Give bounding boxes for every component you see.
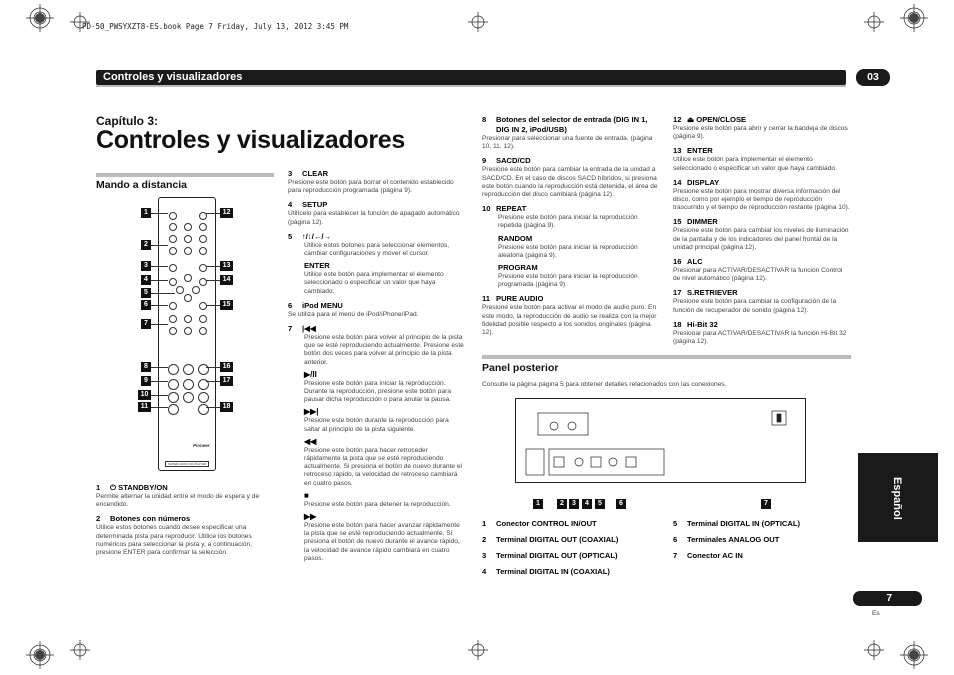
callout-number: 8 bbox=[141, 362, 151, 372]
callout-leader bbox=[206, 305, 220, 306]
remote-button bbox=[169, 212, 177, 220]
item-heading: ▶▶ bbox=[304, 512, 317, 522]
remote-button bbox=[198, 404, 209, 415]
remote-button bbox=[183, 392, 194, 403]
color-swatch-icon bbox=[909, 13, 919, 23]
callout-number: 4 bbox=[141, 275, 151, 285]
callout-leader bbox=[206, 280, 220, 281]
remote-button bbox=[199, 315, 207, 323]
registration-mark-icon bbox=[26, 4, 54, 32]
remote-button bbox=[199, 302, 207, 310]
callout-leader bbox=[206, 266, 220, 267]
remote-button bbox=[184, 315, 192, 323]
item-description: Presionar para seleccionar una fuente de entrada. (página 10, 11, 12). bbox=[482, 135, 653, 151]
registration-mark-icon bbox=[900, 4, 928, 32]
rear-connector-list-right bbox=[673, 516, 853, 564]
registration-mark-icon bbox=[26, 641, 54, 669]
item-heading: 13 ENTER bbox=[673, 146, 713, 156]
item-description: Utilice este botón para implementar el elemento seleccionado o especificar un valor que haya cambiado. bbox=[673, 156, 837, 172]
remote-button bbox=[183, 364, 194, 375]
callout-leader bbox=[151, 367, 168, 368]
callout-number: 13 bbox=[220, 261, 233, 271]
callout-number: 7 bbox=[141, 319, 151, 329]
connector-item: 7 Conector AC IN bbox=[673, 551, 743, 560]
remote-heading: Mando a distancia bbox=[96, 179, 188, 191]
callout-number: 7 bbox=[761, 499, 771, 509]
connector-item: 1 Conector CONTROL IN/OUT bbox=[482, 519, 597, 528]
callout-leader bbox=[151, 266, 168, 267]
item-description: Presione este botón para abrir y cerrar la bandeja de discos (página 9). bbox=[673, 125, 848, 141]
remote-button bbox=[169, 315, 177, 323]
item-heading: 14 DISPLAY bbox=[673, 177, 720, 187]
callout-leader bbox=[151, 245, 168, 246]
item-heading: ENTER bbox=[304, 261, 330, 271]
callout-leader bbox=[151, 213, 168, 214]
item-description: Se utiliza para el menú de iPod/iPhone/iPad. bbox=[288, 310, 419, 318]
item-heading: 15 DIMMER bbox=[673, 217, 718, 227]
item-heading: ▶▶| bbox=[304, 407, 319, 417]
remote-button bbox=[184, 294, 192, 302]
callout-number: 15 bbox=[220, 300, 233, 310]
callout-number: 14 bbox=[220, 275, 233, 285]
column-4 bbox=[673, 115, 851, 346]
callout-number: 2 bbox=[557, 499, 567, 509]
callout-number: 17 bbox=[220, 376, 233, 386]
callout-number: 5 bbox=[141, 288, 151, 298]
item-heading: 16 ALC bbox=[673, 257, 703, 267]
item-heading: 3 CLEAR bbox=[288, 169, 329, 178]
remote-button bbox=[199, 235, 207, 243]
item-description: Presione este botón durante la reproducción para saltar al principio de la pista siguiente. bbox=[304, 417, 449, 433]
item-description: Presione este botón para iniciar la reproducción. Durante la reproducción, presione este botón para pausar dicha reproducción o para anular la pausa. bbox=[304, 379, 451, 404]
remote-button bbox=[176, 286, 184, 294]
callout-leader bbox=[151, 293, 175, 294]
column-3 bbox=[482, 115, 660, 337]
registration-mark-icon bbox=[468, 12, 488, 32]
callout-leader bbox=[206, 367, 220, 368]
remote-button bbox=[169, 278, 177, 286]
item-description: Permite alternar la unidad entre el modo de espera y de encendido. bbox=[96, 493, 260, 509]
callout-number: 4 bbox=[582, 499, 592, 509]
callout-leader bbox=[151, 395, 168, 396]
callout-number: 1 bbox=[141, 208, 151, 218]
remote-button bbox=[198, 392, 209, 403]
item-heading: RANDOM bbox=[498, 233, 533, 243]
callout-number: 2 bbox=[141, 240, 151, 250]
remote-button bbox=[199, 327, 207, 335]
color-swatch-icon bbox=[35, 650, 45, 660]
registration-mark-icon bbox=[900, 641, 928, 669]
section-divider bbox=[96, 173, 274, 177]
remote-button bbox=[183, 379, 194, 390]
callout-leader bbox=[206, 381, 220, 382]
remote-button bbox=[169, 223, 177, 231]
callout-number: 18 bbox=[220, 402, 233, 412]
item-description: Presione este botón para hacer avanzar rápidamente la pista que se esté reproduciendo actualmente. Si presiona el botón de nuevo durante el avance rápido, la velocidad de avance rápido cambiará en cuatro pasos. bbox=[304, 522, 460, 562]
item-description: Utilice estos botones para seleccionar elementos, cambiar configuraciones y mover el cursor. bbox=[304, 241, 450, 258]
callout-leader bbox=[151, 280, 168, 281]
book-header: PD-50_PWSYXZT8-ES.book Page 7 Friday, July 13, 2012 3:45 PM bbox=[82, 22, 349, 31]
page-title: Controles y visualizadores bbox=[96, 126, 405, 154]
remote-button bbox=[168, 404, 179, 415]
rear-intro: Consulte la página página 5 para obtener detalles relacionados con las conexiones. bbox=[482, 381, 727, 388]
item-description: Presione este botón para iniciar la reproducción repetida (página 9). bbox=[498, 214, 638, 230]
connector-item: 4 Terminal DIGITAL IN (COAXIAL) bbox=[482, 567, 610, 576]
item-description: Presione este botón para iniciar la reproducción programada (página 9). bbox=[498, 273, 638, 289]
callout-number: 9 bbox=[141, 376, 151, 386]
callout-number: 6 bbox=[616, 499, 626, 509]
remote-button bbox=[169, 247, 177, 255]
connector-item: 3 Terminal DIGITAL OUT (OPTICAL) bbox=[482, 551, 618, 560]
chapter-subtitle: Capítulo 3: bbox=[96, 114, 158, 128]
callout-number: 3 bbox=[569, 499, 579, 509]
item-description: Presione este botón para activar el modo de audio puro. En este modo, la reproducción de audio se realiza con la mejor fidelidad posible respecto a los sonidos originales (página 12). bbox=[482, 304, 657, 337]
item-heading: 6 iPod MENU bbox=[288, 300, 343, 310]
connector-item: 6 Terminales ANALOG OUT bbox=[673, 535, 780, 544]
rear-connector-list-left bbox=[482, 516, 672, 580]
remote-button bbox=[184, 247, 192, 255]
callout-number: 16 bbox=[220, 362, 233, 372]
callout-number: 3 bbox=[141, 261, 151, 271]
color-swatch-icon bbox=[35, 13, 45, 23]
remote-button bbox=[168, 364, 179, 375]
callout-number: 10 bbox=[138, 390, 151, 400]
registration-mark-icon bbox=[864, 12, 884, 32]
item-heading: 4 SETUP bbox=[288, 200, 328, 210]
connector-item: 2 Terminal DIGITAL OUT (COAXIAL) bbox=[482, 535, 619, 544]
remote-button bbox=[169, 302, 177, 310]
rear-panel-illustration bbox=[515, 398, 806, 483]
section-divider bbox=[482, 355, 851, 359]
item-heading: PROGRAM bbox=[498, 263, 538, 273]
item-description: Utilice este botón para implementar el elemento seleccionado o especificar un valor que haya cambiado. bbox=[304, 271, 444, 295]
section-label: Controles y visualizadores bbox=[103, 71, 243, 83]
chapter-number: 03 bbox=[856, 69, 890, 86]
column-2 bbox=[288, 169, 466, 563]
item-description: Presione este botón para borrar el contenido establecido para reproducción programada (página 9). bbox=[288, 179, 454, 195]
item-heading: 12 ⏏ OPEN/CLOSE bbox=[673, 115, 747, 124]
item-heading: ◀◀ bbox=[304, 436, 317, 446]
item-heading: 10 REPEAT bbox=[482, 204, 527, 214]
item-heading: ■ bbox=[304, 490, 309, 500]
connector-item: 5 Terminal DIGITAL IN (OPTICAL) bbox=[673, 519, 801, 528]
language-side-label: Español bbox=[891, 476, 903, 520]
registration-mark-icon bbox=[468, 640, 488, 660]
rear-heading: Panel posterior bbox=[482, 362, 559, 374]
item-description: Utilícelo para establecer la función de apagado automático (página 12). bbox=[288, 210, 460, 226]
item-description: Presione este botón para detener la reproducción. bbox=[304, 500, 451, 508]
callout-number: 6 bbox=[141, 300, 151, 310]
item-description: Presionar para ACTIVAR/DESACTIVAR la función Control de nivel automático (página 12). bbox=[673, 267, 843, 283]
color-swatch-icon bbox=[909, 650, 919, 660]
remote-button bbox=[168, 379, 179, 390]
remote-button bbox=[169, 264, 177, 272]
callout-number: 1 bbox=[533, 499, 543, 509]
item-heading: 18 Hi-Bit 32 bbox=[673, 319, 718, 329]
item-description: Presione este botón para iniciar la reproducción aleatoria (página 9). bbox=[498, 243, 638, 259]
callout-number: 12 bbox=[220, 208, 233, 218]
item-heading: 9 SACD/CD bbox=[482, 156, 531, 166]
item-heading: 7 |◀◀ bbox=[288, 324, 316, 334]
remote-button bbox=[184, 235, 192, 243]
callout-number: 5 bbox=[595, 499, 605, 509]
item-description: Presione este botón para cambiar los niveles de iluminación de la pantalla y de los indicadores del panel frontal de la unidad principal (página 12). bbox=[673, 227, 849, 251]
remote-button bbox=[184, 274, 192, 282]
item-heading: ▶/II bbox=[304, 369, 317, 379]
remote-button bbox=[184, 223, 192, 231]
item-heading: 11 PURE AUDIO bbox=[482, 294, 544, 304]
item-description: Presione este botón para mostrar diversa información del disco, como por ejemplo el tiempo de reproducción trascurrido y el tiempo de reproducción restante (página 10). bbox=[673, 187, 850, 212]
remote-button bbox=[168, 392, 179, 403]
remote-button bbox=[199, 223, 207, 231]
callout-leader bbox=[151, 381, 168, 382]
callout-leader bbox=[206, 213, 220, 214]
remote-logo: Pioneer bbox=[193, 443, 210, 448]
remote-button bbox=[198, 364, 209, 375]
remote-button bbox=[192, 286, 200, 294]
item-heading: 2 Botones con números bbox=[96, 514, 191, 524]
remote-button bbox=[184, 327, 192, 335]
callout-leader bbox=[206, 407, 220, 408]
page-number: 7 bbox=[853, 591, 922, 606]
callout-leader bbox=[151, 324, 168, 325]
item-description: Presione este botón para cambiar la configuración de la función de recuperador de sonido (página 12). bbox=[673, 298, 837, 314]
remote-illustration bbox=[158, 197, 216, 471]
item-description: Presione este botón para hacer retroceder rápidamente la pista que se esté reproduciendo actualmente. Si presiona el botón de nuevo durante el retroceso rápido, la velocidad de retroceso cambiará en cuatro pasos. bbox=[304, 446, 462, 487]
remote-button bbox=[169, 235, 177, 243]
item-heading: 17 S.RETRIEVER bbox=[673, 288, 738, 298]
header-underline bbox=[96, 85, 846, 87]
remote-button bbox=[199, 247, 207, 255]
item-description: Presione este botón para cambiar la entrada de la unidad a SACD/CD. En el caso de discos SACD híbridos, si presiona este botón cuando la reproducción está detenida, el área de reproducción del disco cambiará (página 12). bbox=[482, 166, 658, 199]
callout-leader bbox=[151, 407, 168, 408]
item-description: Presione este botón para volver al principio de la pista que se esté reproduciendo actualmente. Presione este botón dos veces para volver al principio de la pista anterior. bbox=[304, 334, 464, 366]
callout-number: 11 bbox=[138, 402, 151, 412]
item-heading: 5 ↑/↓/←/→ bbox=[288, 231, 332, 241]
remote-button bbox=[169, 327, 177, 335]
item-description: Utilice estos botones cuando desee especificar una determinada pista para reproducir. Utilice los botones numéricos para seleccionar la pista y, a continuación, presione ENTER para confirmar la selección. bbox=[96, 524, 253, 557]
remote-model-label: SUPER AUDIO CD PLAYER bbox=[165, 461, 209, 467]
registration-mark-icon bbox=[70, 640, 90, 660]
item-heading: 1 ⏻ STANDBY/ON bbox=[96, 483, 168, 492]
registration-mark-icon bbox=[864, 640, 884, 660]
column-1 bbox=[96, 483, 274, 557]
item-description: Presionar para ACTIVAR/DESACTIVAR la función Hi-Bit 32 (página 12). bbox=[673, 329, 847, 346]
page-language: Es bbox=[872, 610, 880, 617]
callout-leader bbox=[151, 305, 168, 306]
item-heading: 8 Botones del selector de entrada (DIG IN 1, DIG IN 2, iPod/USB) bbox=[482, 115, 648, 134]
